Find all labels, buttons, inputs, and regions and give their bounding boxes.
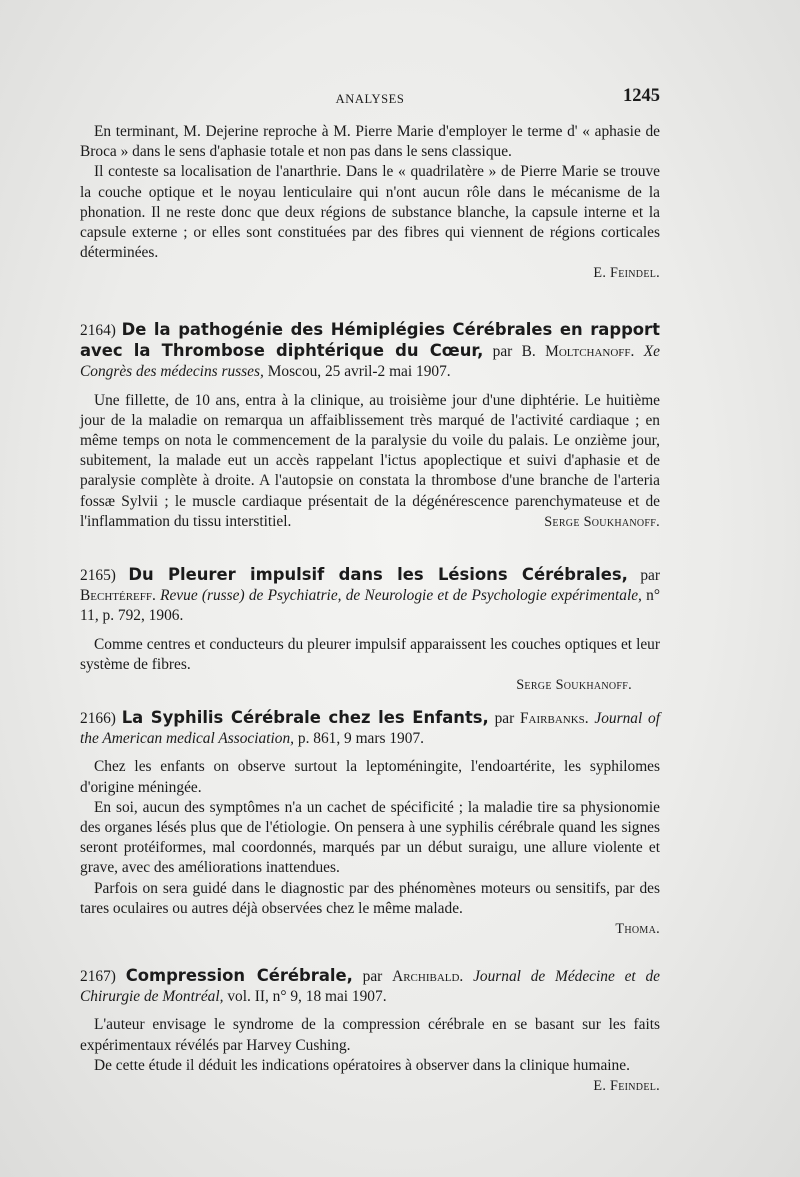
entry-paragraph: L'auteur envisage le syndrome de la compression cérébrale en se basant sur les faits expérimentaux révélés par Harvey Cushing. (80, 1016, 660, 1054)
page-number: 1245 (623, 86, 660, 106)
entry-title: La Syphilis Cérébrale chez les Enfants, (121, 708, 489, 727)
entry-title: Du Pleurer impulsif dans les Lésions Cérébrales, (128, 565, 628, 584)
entry-author: B. Moltchanoff. (521, 343, 635, 361)
entry-2165 (80, 565, 660, 695)
signature: Serge Soukhanoff. (516, 677, 632, 694)
signature: E. Feindel. (593, 1078, 660, 1095)
entry-2164 (80, 320, 660, 532)
entry-number: 2167) (80, 968, 116, 985)
entry-title: Compression Cérébrale, (125, 966, 353, 985)
intro-section (80, 122, 660, 284)
entry-details: vol. II, n° 9, 18 mai 1907. (227, 988, 387, 1006)
entry-2167 (80, 966, 660, 1096)
entry-source: Journal de Médecine et de Chirurgie de Montréal, (80, 968, 660, 1006)
entry-number: 2165) (80, 567, 116, 584)
entry-paragraph: En soi, aucun des symptômes n'a un cachet de spécificité ; la maladie tire sa physionomie des organes lésés plus que de l'étiologie. On pensera à une syphilis cérébrale quand les signes seront protéiformes, mal coordonnés, marqués par un début suraigu, une allure violente et grave, avec des améliorations inattendues. (80, 798, 660, 877)
entry-details: Moscou, 25 avril-2 mai 1907. (267, 363, 451, 381)
entry-number: 2164) (80, 322, 116, 339)
signature: Serge Soukhanoff. (544, 513, 660, 530)
intro-paragraph: En terminant, M. Dejerine reproche à M. Pierre Marie d'employer le terme d' « aphasie de Broca » dans le sens d'aphasie totale et non pas dans le sens classique. (80, 123, 660, 161)
entry-title: De la pathogénie des Hémiplégies Cérébrales en rapport avec la Thrombose diphtérique du Cœur, (80, 320, 660, 361)
running-header (80, 86, 660, 110)
entry-author: Fairbanks. (519, 710, 589, 727)
entry-heading: 2166) La Syphilis Cérébrale chez les Enfants, par Fairbanks. Journal of the American medical Association, p. 861, 9 mars 1907. (80, 708, 660, 748)
running-title: ANALYSES (335, 92, 405, 106)
entry-source: Journal of the American medical Association, (80, 710, 660, 748)
entry-details: p. 861, 9 mars 1907. (297, 730, 424, 748)
entry-author: Bechtéreff. (80, 587, 156, 605)
entry-paragraph: Chez les enfants on observe surtout la leptoméningite, l'endoartérite, les syphilomes d'origine méningée. (80, 758, 660, 796)
entry-2166 (80, 708, 660, 939)
entry-paragraph: Parfois on sera guidé dans le diagnostic par des phénomènes moteurs ou sensitifs, par des tares oculaires ou autres déjà observées chez le même malade. (80, 879, 660, 917)
signature: Thoma. (615, 921, 660, 938)
entry-details: n° 11, p. 792, 1906. (80, 587, 660, 625)
entry-heading: 2167) Compression Cérébrale, par Archibald. Journal de Médecine et de Chirurgie de Montréal, vol. II, n° 9, 18 mai 1907. (80, 966, 660, 1006)
signature: E. Feindel. (593, 265, 660, 282)
entry-author: Archibald. (392, 968, 464, 985)
entry-heading: 2164) De la pathogénie des Hémiplégies Cérébrales en rapport avec la Thrombose diphtérique du Cœur, par B. Moltchanoff. Xe Congrès des médecins russes, Moscou, 25 avril-2 mai 1907. (80, 320, 660, 381)
intro-paragraph: Il conteste sa localisation de l'anarthrie. Dans le « quadrilatère » de Pierre Marie se trouve la couche optique et le noyau lenticulaire qui n'ont aucun rôle dans le mécanisme de la phonation. Il ne reste donc que deux régions de substance blanche, la capsule interne et la capsule externe ; or elles sont constituées par des fibres qui viennent de régions corticales déterminées. (80, 163, 660, 262)
entry-source: Revue (russe) de Psychiatrie, de Neurologie et de Psychologie expérimentale, (160, 587, 642, 605)
entry-heading: 2165) Du Pleurer impulsif dans les Lésions Cérébrales, par Bechtéreff. Revue (russe) de Psychiatrie, de Neurologie et de Psychologie expérimentale, n° 11, p. 792, 1906. (80, 565, 660, 625)
entry-paragraph: De cette étude il déduit les indications opératoires à observer dans la clinique humaine. E. Feindel. (80, 1056, 660, 1076)
entry-number: 2166) (80, 710, 116, 727)
entry-paragraph: Une fillette, de 10 ans, entra à la clinique, au troisième jour d'une diphtérie. Le huitième jour de la maladie on remarqua un affaiblissement très marqué de l'activité cardiaque ; en même temps on nota le commencement de la paralysie du voile du palais. Le onzième jour, subitement, la malade eut un accès rappelant l'ictus apoplectique et suivi d'aphasie et de paralysie complète à droite. A l'autopsie on constata la thrombose d'une branche de l'arteria fossæ Sylvii ; le muscle cardiaque présentait de la dégénérescence parenchymateuse et de l'inflammation du tissu interstitiel. Serge Soukhanoff. (80, 391, 660, 532)
entry-source: Xe Congrès des médecins russes, (80, 343, 660, 381)
entry-paragraph: Comme centres et conducteurs du pleurer impulsif apparaissent les couches optiques et leur système de fibres. (80, 635, 660, 673)
